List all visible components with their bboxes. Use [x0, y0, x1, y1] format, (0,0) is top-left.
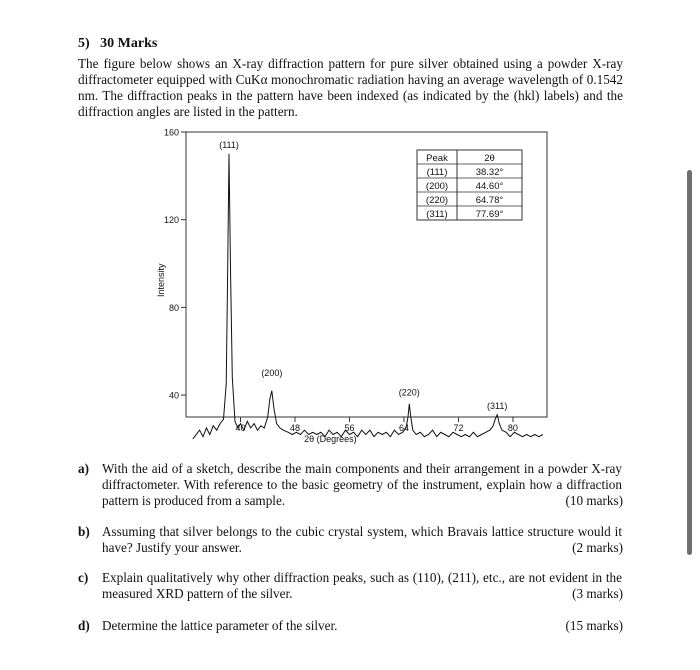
part-d-marks: (15 marks)	[560, 618, 624, 634]
part-b	[78, 524, 623, 556]
y-tick-label: 120	[163, 215, 179, 226]
x-tick-label: 40	[235, 423, 246, 433]
x-tick-label: 80	[507, 423, 518, 433]
question-header	[78, 36, 157, 52]
scrollbar[interactable]	[687, 170, 692, 555]
x-tick-label: 48	[289, 423, 300, 433]
x-tick-label: 72	[453, 423, 464, 433]
x-tick-label: 64	[398, 423, 409, 433]
y-tick-label: 40	[168, 390, 179, 401]
peak-table-cell: 2θ	[484, 153, 495, 164]
peak-table-cell: 64.78°	[475, 195, 504, 206]
part-d-text: Determine the lattice parameter of the silver.	[102, 618, 338, 633]
y-axis-label: Intensity	[156, 263, 166, 297]
part-a-label: a)	[78, 461, 89, 476]
part-b-label: b)	[78, 524, 90, 539]
peak-label: (220)	[398, 387, 420, 398]
peak-label: (311)	[487, 400, 508, 411]
part-c-label: c)	[78, 570, 89, 585]
peak-table-cell: 38.32°	[475, 167, 504, 178]
part-d-label: d)	[78, 618, 90, 633]
question-marks: 30 Marks	[100, 36, 158, 51]
peak-table-cell: (220)	[425, 195, 449, 206]
peak-label: (111)	[219, 140, 239, 150]
question-number: 5)	[78, 36, 90, 51]
peak-table-cell: (311)	[426, 209, 448, 220]
part-c-text: Explain qualitatively why other diffraction peaks, such as (110), (211), etc., are not evident in the measured XRD pattern of the silver.	[102, 570, 622, 601]
part-b-marks: (2 marks)	[566, 540, 623, 556]
part-c-marks: (3 marks)	[566, 586, 623, 602]
question-intro: The figure below shows an X-ray diffraction pattern for pure silver obtained using a powder X-ray diffractometer equipped with CuKα monochromatic radiation having an average wavelength of 0.1542 nm. The diffraction peaks in the pattern have been indexed (as indicated by the (hkl) labels) and the diffraction angles are listed in the pattern.	[78, 56, 623, 119]
part-a	[78, 461, 623, 509]
part-d	[78, 618, 623, 634]
xrd-chart	[150, 122, 550, 452]
peak-table-cell: (200)	[425, 181, 449, 192]
peak-label: (200)	[261, 367, 283, 378]
peak-table-cell: 44.60°	[475, 181, 504, 192]
y-tick-label: 80	[168, 302, 179, 313]
part-c	[78, 570, 623, 602]
peak-table-cell: (111)	[426, 167, 448, 178]
part-a-marks: (10 marks)	[560, 493, 624, 509]
peak-table-cell: Peak	[426, 153, 448, 164]
y-tick-label: 160	[163, 127, 179, 138]
x-tick-label: 56	[344, 423, 355, 433]
part-b-text: Assuming that silver belongs to the cubic crystal system, which Bravais lattice structure would it have? Justify your answer.	[102, 524, 622, 555]
x-axis-label: 2θ (Degrees)	[304, 434, 357, 444]
peak-table-cell: 77.69°	[475, 209, 504, 220]
part-a-text: With the aid of a sketch, describe the main components and their arrangement in a powder X-ray diffractometer. With reference to the basic geometry of the instrument, explain how a diffraction pattern is produced from a sample.	[102, 461, 622, 508]
